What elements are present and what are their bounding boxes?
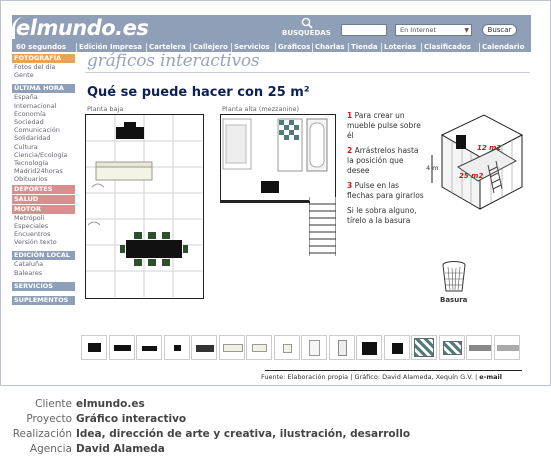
sidebar-head-ultima-hora[interactable]: ÚLTIMA HORA <box>12 84 75 93</box>
furniture-item[interactable] <box>329 335 355 360</box>
furniture-item[interactable] <box>466 335 492 360</box>
nav-link[interactable]: Tienda <box>351 43 378 51</box>
info-key: Proyecto <box>26 413 72 425</box>
nav-separator <box>76 43 77 52</box>
planta-alta-label: Planta alta (mezzanine) <box>222 105 300 113</box>
sidebar-item[interactable]: Versión texto <box>14 238 57 247</box>
info-value: Idea, dirección de arte y creativa, ilustración, desarrollo <box>76 428 411 440</box>
info-value: Gráfico interactivo <box>76 413 187 425</box>
instructions <box>347 111 427 231</box>
nav-link[interactable]: Servicios <box>234 43 270 51</box>
chevron-down-icon: ▼ <box>464 27 469 34</box>
sidebar-item[interactable]: Madrid24horas <box>14 167 63 176</box>
nav-link[interactable]: Cartelera <box>149 43 186 51</box>
sidebar-item[interactable]: Cultura <box>14 142 38 151</box>
planta-baja-plan[interactable] <box>85 114 204 299</box>
section-subtitle: gráficos interactivos <box>87 51 260 71</box>
furniture-item[interactable] <box>219 335 245 360</box>
furniture-item[interactable] <box>439 335 465 360</box>
planta-alta-plan[interactable] <box>220 114 336 203</box>
nav-link[interactable]: Loterías <box>384 43 417 51</box>
site-logo[interactable]: elmundo.es <box>16 16 149 40</box>
trash-icon[interactable] <box>442 261 466 293</box>
page-title: Qué se puede hacer con 25 m² <box>87 85 310 100</box>
info-key: Agencia <box>29 443 72 455</box>
email-link[interactable]: e-mail <box>479 373 502 381</box>
iso-height-label: 4 m <box>426 164 439 172</box>
isometric-view <box>422 107 530 217</box>
step-2: 2 Arrástrelos hasta la posición que desee <box>347 146 419 175</box>
info-row <box>0 412 551 427</box>
furniture-item[interactable] <box>301 335 327 360</box>
project-info <box>0 397 551 457</box>
info-value: David Alameda <box>76 443 165 455</box>
furniture-item[interactable] <box>494 335 520 360</box>
furniture-item[interactable] <box>109 335 135 360</box>
nav-link[interactable]: Gráficos <box>278 43 311 51</box>
nav-link[interactable]: Edición Impresa <box>79 43 142 51</box>
sidebar-item[interactable]: España <box>14 93 38 102</box>
sidebar-item[interactable]: Solidaridad <box>14 134 51 143</box>
credits: Fuente: Elaboración propia | Gráfico: David Alameda, Xequín G.V. | e-mail <box>261 373 502 381</box>
sidebar-item[interactable]: Tecnología <box>14 159 49 168</box>
furniture-item[interactable] <box>246 335 272 360</box>
step-4: Si le sobra alguno, tírelo a la basura <box>347 206 417 225</box>
planta-baja-drawing <box>86 115 202 297</box>
credits-divider <box>265 370 522 371</box>
sidebar-head-fotografia[interactable]: FOTOGRAFÍA <box>12 54 75 63</box>
nav-separator <box>312 43 313 52</box>
planta-baja-label: Planta baja <box>87 105 124 113</box>
furniture-item[interactable] <box>411 335 437 360</box>
sidebar-item[interactable]: Metrópoli <box>14 213 45 222</box>
info-row <box>0 427 551 442</box>
sidebar-item[interactable]: Cataluña <box>14 260 44 269</box>
furniture-item[interactable] <box>191 335 217 360</box>
sidebar-item[interactable]: Internacional <box>14 101 57 110</box>
furniture-palette <box>81 335 521 360</box>
mezzanine-edge <box>220 201 310 203</box>
nav-link[interactable]: 60 segundos <box>16 43 67 51</box>
sidebar <box>12 53 75 305</box>
search-button[interactable]: Buscar <box>482 24 517 36</box>
nav-separator <box>275 43 276 52</box>
nav-link[interactable]: Calendario <box>482 43 525 51</box>
sidebar-item[interactable]: Encuentros <box>14 230 51 239</box>
step-3: 3 Pulse en las flechas para girarlos <box>347 181 424 200</box>
furniture-item[interactable] <box>356 335 382 360</box>
furniture-item[interactable] <box>164 335 190 360</box>
furniture-item[interactable] <box>274 335 300 360</box>
furniture-item[interactable] <box>384 335 410 360</box>
sidebar-item[interactable]: Sociedad <box>14 118 44 127</box>
search-scope-select[interactable] <box>395 24 472 36</box>
search-scope-value: En Internet <box>400 26 437 34</box>
sidebar-item[interactable]: Obituarios <box>14 175 48 184</box>
sidebar-item[interactable]: Baleares <box>14 268 43 277</box>
info-row <box>0 397 551 412</box>
nav-separator <box>479 43 480 52</box>
sidebar-head-salud[interactable]: SALUD <box>12 195 75 204</box>
info-value: elmundo.es <box>76 398 145 410</box>
iso-label-bottom: 25 m2 <box>459 172 484 180</box>
sidebar-item[interactable]: Gente <box>14 71 34 80</box>
sidebar-head-suplementos[interactable]: SUPLEMENTOS <box>12 296 75 305</box>
nav-link[interactable]: Charlas <box>315 43 345 51</box>
nav-link[interactable]: Clasificados <box>424 43 471 51</box>
iso-label-top: 12 m2 <box>477 144 502 152</box>
sidebar-head-servicios[interactable]: SERVICIOS <box>12 282 75 291</box>
sidebar-item[interactable]: Comunicación <box>14 126 60 135</box>
planta-alta-drawing <box>221 115 334 201</box>
nav-link[interactable]: Callejero <box>193 43 228 51</box>
info-key: Realización <box>12 428 72 440</box>
sidebar-item[interactable]: Fotos del día <box>14 63 56 71</box>
sidebar-head-deportes[interactable]: DEPORTES <box>12 185 75 194</box>
nav-separator <box>421 43 422 52</box>
info-key: Cliente <box>35 398 72 410</box>
info-row <box>0 442 551 457</box>
trash-label: Basura <box>440 296 468 304</box>
sidebar-head-edicion-local[interactable]: EDICIÓN LOCAL <box>12 251 75 260</box>
search-label: BUSQUEDAS <box>282 29 331 37</box>
search-input[interactable] <box>341 24 387 36</box>
step-1: 1 Para crear un mueble pulse sobre él <box>347 111 421 140</box>
divider <box>85 72 530 73</box>
furniture-item[interactable] <box>136 335 162 360</box>
sidebar-item[interactable]: Economía <box>14 109 46 118</box>
nav-separator <box>348 43 349 52</box>
furniture-item[interactable] <box>81 335 107 360</box>
sidebar-item[interactable]: Especiales <box>14 221 49 230</box>
sidebar-item[interactable]: Ciencia/Ecología <box>14 150 68 159</box>
search-icon <box>301 17 313 29</box>
nav-separator <box>381 43 382 52</box>
sidebar-head-motor[interactable]: MOTOR <box>12 205 75 214</box>
stairs <box>309 197 336 256</box>
